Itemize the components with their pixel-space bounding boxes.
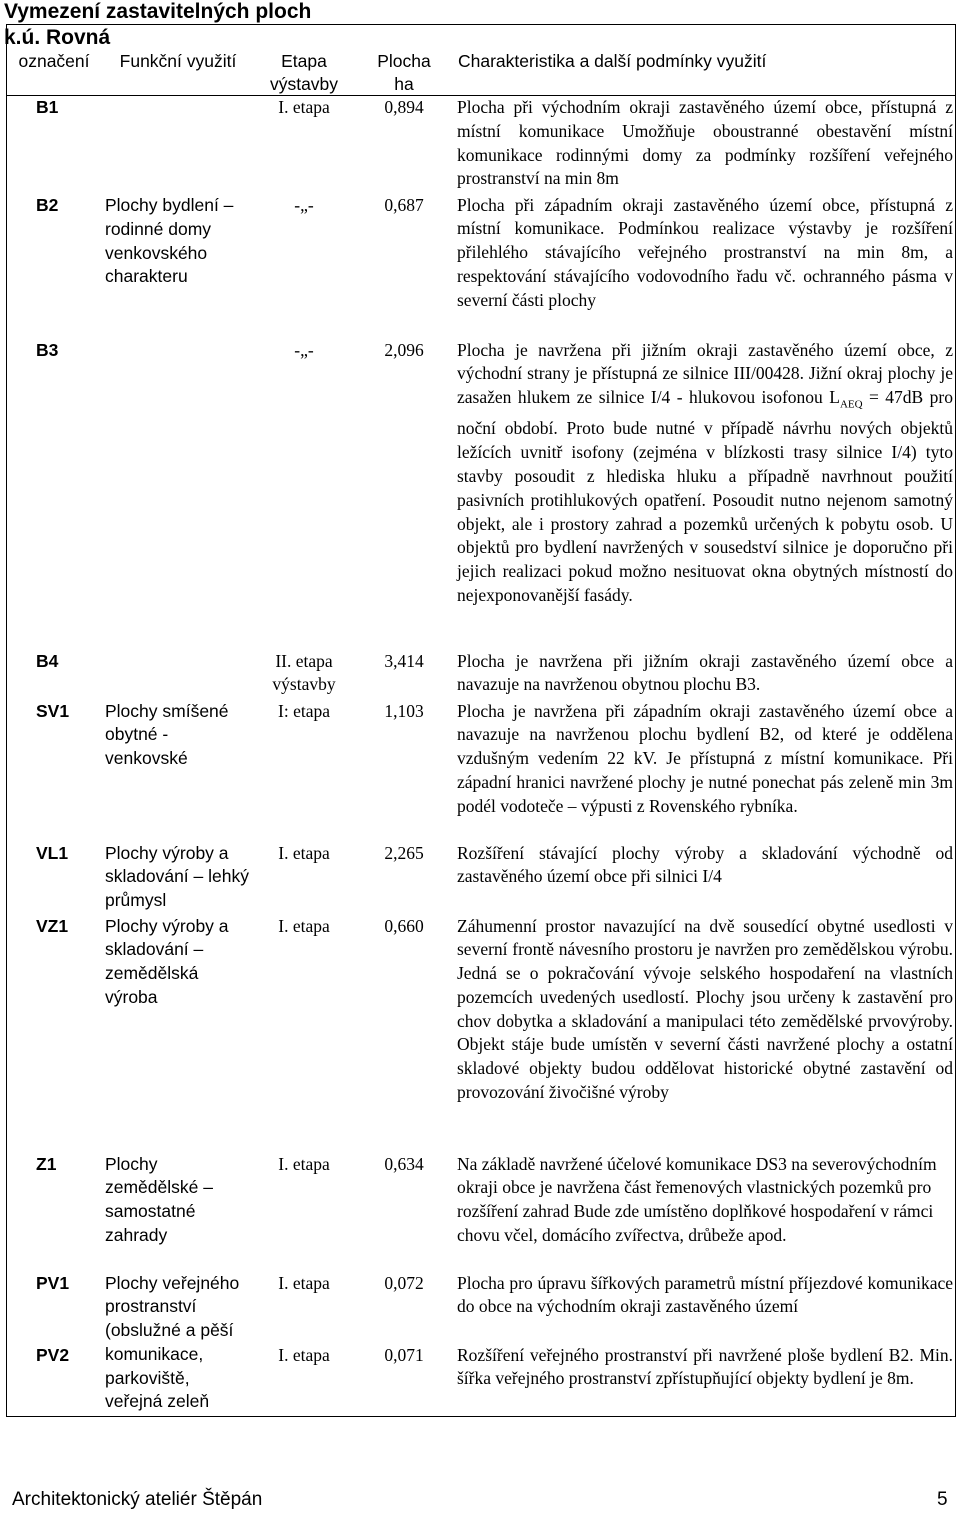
row-description-subscript: AEQ (839, 398, 863, 411)
row-etapa: -„- (294, 339, 314, 360)
table-row (6, 1272, 956, 1344)
row-code: B3 (36, 339, 59, 360)
row-area: 0,072 (384, 1272, 424, 1293)
row-description (454, 339, 956, 650)
page-number: 5 (937, 1489, 948, 1510)
row-function (102, 96, 254, 700)
table-row (6, 915, 956, 1153)
row-description: Plocha pro úpravu šířkových parametrů místní příjezdové komunikace do obce na východním okraji zastavěného území (457, 1272, 953, 1317)
row-etapa: I. etapa (278, 97, 330, 117)
table-row (6, 842, 956, 915)
row-code: VL1 (36, 842, 69, 863)
row-code: B2 (36, 194, 59, 215)
row-code: PV2 (36, 1344, 70, 1365)
table-row (6, 96, 956, 194)
row-code: B1 (36, 97, 59, 117)
col-header-plocha (354, 50, 454, 96)
table-header (6, 50, 956, 96)
col-header-funkce: Funkční využití (102, 50, 254, 96)
row-function: Plochy výroby a skladování – lehký průmysl (105, 842, 249, 911)
col-header-plocha-line2: ha (394, 73, 414, 94)
row-description: Plocha je navržena při západním okraji zastavěného území obce a navazuje na navrženou plochu bydlení B2, od které je oddělena vzdušným vedením 22 kV. Je přístupná z místní komunikace. Při západní hranici navržené plochy je nutné ponechat pás zeleně min 3m podél vodoteče – výpusti z Rovenského rybníka. (457, 700, 953, 816)
zones-table (6, 50, 956, 1416)
row-description: Záhumenní prostor navazující na dvě sousedící obytné usedlosti v severní frontě návesního prostoru je navržen pro zemědělskou výrobu. Jedná se o pokračování vývoje selského hospodaření na vlastních pozemcích uvedených usedlostí. Plochy jsou určeny k zastavění pro chov dobytka a skladování a manipulaci této zemědělské prvovýroby. Objekt stáje bude umístěn v severní části navržené plochy a ostatní skladové objekty budou oddělovat historické obytné zastavění od provozování živočišné výroby (457, 915, 953, 1103)
row-etapa: I. etapa (278, 915, 330, 936)
row-code: SV1 (36, 700, 70, 721)
row-function: Plochy výroby a skladování – zemědělská výroba (105, 915, 229, 1007)
row-etapa (254, 650, 354, 700)
row-area: 2,096 (384, 339, 424, 360)
page-subtitle: k.ú. Rovná (4, 26, 111, 49)
row-etapa: -„- (294, 194, 314, 215)
col-header-etapa-line1: Etapa (281, 51, 327, 71)
table-row (6, 1153, 956, 1272)
row-description: Plocha při východním okraji zastavěného území obce, přístupná z místní komunikace Umožňuje oboustranné obestavění místní komunikace rodinnými domy za podmínky rozšíření veřejného prostranství na min 8m (457, 97, 953, 189)
row-function: Plochy veřejného prostranství (obslužné a pěší komunikace, parkoviště, veřejná zeleň (105, 1272, 240, 1412)
row-description: Plocha při západním okraji zastavěného území obce, přístupná z místní komunikace. Podmínkou realizace výstavby je rozšíření přilehlého stávajícího veřejného prostranství na min 8m, a respektování stávajícího vodovodního řadu vč. ochranného pásma v severní části plochy (457, 194, 953, 310)
row-etapa: I. etapa (278, 1344, 330, 1365)
col-header-oznaceni: označení (6, 50, 102, 96)
col-header-etapa (254, 50, 354, 96)
row-function: Plochy zemědělské – samostatné zahrady (105, 1153, 213, 1245)
row-area: 1,103 (384, 700, 424, 721)
col-header-charakteristika: Charakteristika a další podmínky využití (454, 50, 956, 96)
row-area: 0,687 (384, 194, 424, 215)
row-area: 2,265 (384, 842, 424, 863)
row-description: Plocha je navržena při jižním okraji zastavěného území obce a navazuje na navrženou obytnou plochu B3. (457, 650, 953, 695)
row-code: Z1 (36, 1153, 57, 1174)
row-area: 3,414 (384, 650, 424, 671)
row-description: Rozšíření stávající plochy výroby a skladování východně od zastavěného území obce při silnici I/4 (457, 842, 953, 887)
table-row (6, 700, 956, 842)
row-code: B4 (36, 650, 59, 671)
row-etapa-line2: výstavby (272, 674, 336, 695)
row-etapa: I: etapa (278, 700, 330, 721)
row-function: Plochy smíšené obytné - venkovské (105, 700, 229, 769)
row-etapa: I. etapa (278, 842, 330, 863)
row-area: 0,634 (384, 1153, 424, 1174)
row-area: 0,894 (384, 97, 424, 117)
row-description-part2: = 47dB pro noční období. Proto bude nutné v případě návrhu nových objektů ležících uvnitř isofony (zejména v blízkosti trasy silnice I/4) tyto stavby posoudit z hlediska hluku a případně navrhnout použití pasivních protihlukových opatření. Posoudit nutno nejenom samotný objekt, ale i prostory zahrad a pozemků určených k pobytu osob. U objektů pro bydlení navržených v sousedství silnice je doporučno při jejich realizaci pokud možno nesituovat okna obytných místností do nejexponovanější fasády. (457, 387, 953, 605)
row-area: 0,660 (384, 915, 424, 936)
row-code: VZ1 (36, 915, 69, 936)
row-description: Rozšíření veřejného prostranství při navržené ploše bydlení B2. Min. šířka veřejného prostranství zpřístupňující objekty bydlení je 8m. (457, 1344, 953, 1389)
row-description: Na základě navržené účelové komunikace DS3 na severovýchodním okraji obce je navržena část řemenových vlastnických pozemků pro rozšíření zahrad Bude zde umístěno doplňkové hospodaření v rámci chovu včel, domácího zvířectva, drůbeže apod. (457, 1153, 937, 1245)
row-code: PV1 (36, 1272, 70, 1293)
row-function-text: Plochy bydlení – rodinné domy venkovského charakteru (105, 195, 234, 287)
footer-author: Architektonický ateliér Štěpán (12, 1489, 263, 1510)
row-etapa: I. etapa (278, 1272, 330, 1293)
row-etapa: I. etapa (278, 1153, 330, 1174)
page-title: Vymezení zastavitelných ploch (4, 0, 312, 23)
col-header-plocha-line1: Plocha (377, 51, 431, 71)
col-header-etapa-line2: výstavby (269, 73, 339, 94)
row-etapa-line1: II. etapa (275, 650, 333, 671)
row-description-part1: Plocha je navržena při jižním okraji zastavěného území obce, z východní strany je přístupná ze silnice III/00428. Jižní okraj plochy je zasažen hlukem ze silnice I/4 - hlukovou isofonou L (457, 339, 953, 408)
row-area: 0,071 (384, 1344, 424, 1365)
